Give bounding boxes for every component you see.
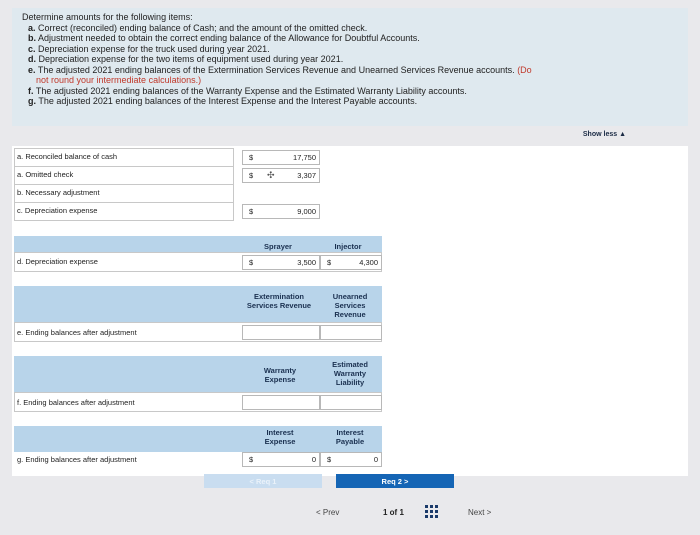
- extermination-revenue-input[interactable]: [242, 325, 320, 340]
- next-button[interactable]: Next >: [468, 508, 492, 517]
- injector-depreciation-input[interactable]: $ 4,300: [320, 255, 382, 270]
- row-label-b: b. Necessary adjustment: [17, 188, 100, 197]
- answer-panel: [12, 146, 688, 476]
- req2-button[interactable]: Req 2 >: [336, 474, 454, 488]
- prev-button[interactable]: < Prev: [316, 508, 340, 517]
- reconciled-cash-input[interactable]: $ 17,750: [242, 150, 320, 165]
- interest-payable-input[interactable]: $ 0: [320, 452, 382, 467]
- page-indicator: 1 of 1: [383, 508, 404, 517]
- unearned-revenue-input[interactable]: [320, 325, 382, 340]
- instruction-item-d: d. Depreciation expense for the two items of equipment used during year 2021.: [28, 54, 344, 64]
- header-warranty-expense: Warranty Expense: [263, 366, 297, 384]
- row-label-g: g. Ending balances after adjustment: [17, 455, 137, 464]
- warranty-liability-input[interactable]: [320, 395, 382, 410]
- instruction-item-b: b. Adjustment needed to obtain the correct ending balance of the Allowance for Doubtful Accounts.: [28, 33, 420, 43]
- necessary-adjustment-input[interactable]: [242, 186, 320, 201]
- row-label-f: f. Ending balances after adjustment: [17, 398, 135, 407]
- row-label-d: d. Depreciation expense: [17, 257, 98, 266]
- header-estimated-warranty-liability: Estimated Warranty Liability: [332, 360, 368, 387]
- omitted-check-input[interactable]: $ 3,307 ✣: [242, 168, 320, 183]
- row-label-a2: a. Omitted check: [17, 170, 74, 179]
- header-injector: Injector: [334, 242, 362, 251]
- interest-expense-input[interactable]: $ 0: [242, 452, 320, 467]
- move-cursor-icon: ✣: [267, 170, 275, 180]
- instruction-item-c: c. Depreciation expense for the truck used during year 2021.: [28, 43, 270, 54]
- instruction-item-g: g. The adjusted 2021 ending balances of the Interest Expense and the Interest Payable accounts.: [28, 96, 418, 106]
- instruction-note: not round your intermediate calculations.): [36, 75, 202, 85]
- instruction-item-f: f. The adjusted 2021 ending balances of the Warranty Expense and the Estimated Warranty Liability accounts.: [28, 85, 467, 96]
- req1-button[interactable]: < Req 1: [204, 474, 322, 488]
- sprayer-depreciation-input[interactable]: $ 3,500: [242, 255, 320, 270]
- row-label-a1: a. Reconciled balance of cash: [17, 152, 118, 161]
- instruction-item-e: e. The adjusted 2021 ending balances of the Extermination Services Revenue and Unearned Services Revenue accounts. (Do: [28, 64, 532, 75]
- warranty-expense-input[interactable]: [242, 395, 320, 410]
- row-label-c: c. Depreciation expense: [17, 206, 98, 215]
- instructions-panel: [12, 8, 688, 126]
- row-label-e: e. Ending balances after adjustment: [17, 328, 137, 337]
- depreciation-truck-input[interactable]: $ 9,000: [242, 204, 320, 219]
- show-less-toggle[interactable]: Show less ▲: [582, 131, 626, 138]
- header-interest-payable: Interest Payable: [335, 428, 365, 446]
- instructions-lead: Determine amounts for the following items:: [22, 12, 193, 22]
- header-unearned-revenue: Unearned Services Revenue: [332, 292, 368, 319]
- grid-menu-icon[interactable]: [425, 505, 438, 518]
- instruction-item-a: a. Correct (reconciled) ending balance of Cash; and the amount of the omitted check.: [28, 22, 368, 33]
- header-extermination-revenue: Extermination Services Revenue: [246, 292, 312, 310]
- header-interest-expense: Interest Expense: [264, 428, 296, 446]
- header-sprayer: Sprayer: [264, 242, 292, 251]
